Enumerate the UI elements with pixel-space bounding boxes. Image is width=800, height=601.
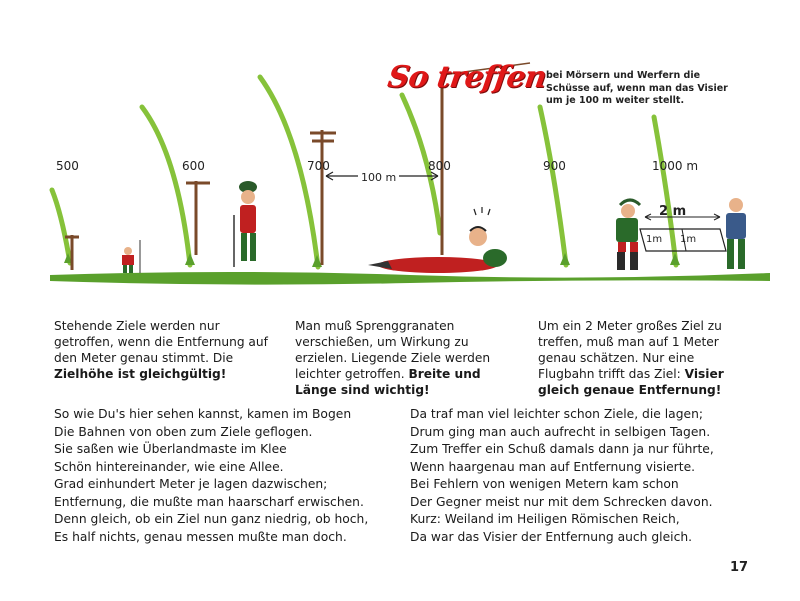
half-width-label-left: 1m: [646, 234, 663, 245]
caption-text: Um ein 2 Meter großes Ziel zu treffen, muß man auf 1 Meter genau schätzen. Nur eine Flugbahn trifft das Ziel:: [538, 319, 722, 381]
poem-line: Schön hintereinander, wie eine Allee.: [54, 459, 284, 474]
page-title: So treffen: [385, 60, 549, 95]
trajectory-900: [540, 107, 566, 265]
page-number: 17: [730, 560, 749, 575]
small-soldier-figure: [122, 240, 140, 273]
poem-line: Die Bahnen von oben zum Ziele geflogen.: [54, 424, 313, 439]
poem-right-column: [410, 406, 714, 546]
distance-label-500: 500: [56, 159, 79, 173]
poem-line: Denn gleich, ob ein Ziel nun ganz niedrig, ob hoch,: [54, 512, 369, 526]
caption-target-size: [538, 318, 753, 398]
poem-line: Kurz: Weiland im Heiligen Römischen Reich,: [410, 512, 680, 526]
trajectory-600: [142, 107, 190, 265]
caption-emphasis: Breite und Länge sind wichtig!: [295, 367, 481, 397]
trajectory-500: [52, 190, 70, 263]
caption-text: Stehende Ziele werden nur getroffen, wenn die Entfernung auf den Meter genau stimmt. Die: [54, 319, 268, 365]
poem-line: So wie Du's hier sehen kannst, kamen im Bogen: [54, 407, 352, 421]
ground-grass: [50, 272, 770, 285]
poem-line: Da traf man viel leichter schon Ziele, die lagen;: [410, 407, 704, 421]
caption-standing-targets: [54, 318, 274, 382]
poem-line: Bei Fehlern von wenigen Metern kam schon: [410, 477, 679, 491]
poem-line: Es half nichts, genau messen mußte man doch.: [54, 529, 347, 544]
caption-emphasis: Visier gleich genaue Entfernung!: [538, 367, 724, 397]
caption-lying-targets: [295, 318, 507, 398]
poem-line: Grad einhundert Meter je lagen dazwischen;: [54, 477, 328, 491]
caption-text: Man muß Sprenggranaten verschießen, um Wirkung zu erzielen. Liegende Ziele werden leichter getroffen.: [295, 319, 491, 381]
poem-line: Sie saßen wie Überlandmaste im Klee: [54, 442, 287, 456]
poem-line: Drum ging man auch aufrecht in selbigen Tagen.: [410, 424, 711, 439]
poem-left-column: [54, 406, 368, 546]
lying-soldier-figure: [368, 227, 507, 273]
surprise-marks: [474, 207, 490, 215]
caption-emphasis: Zielhöhe ist gleichgültig!: [54, 367, 227, 381]
poem-line: Zum Treffer ein Schuß damals dann ja nur führte,: [410, 442, 714, 456]
half-width-label-right: 1m: [680, 234, 697, 245]
distance-label-900: 900: [543, 159, 566, 173]
standing-soldier-figure: [234, 181, 257, 267]
distance-label-800: 800: [428, 159, 451, 173]
poem-line: Wenn haargenau man auf Entfernung visierte.: [410, 459, 696, 474]
poem-line: Der Gegner meist nur mit dem Schrecken davon.: [410, 494, 713, 509]
distance-label-1000: 1000 m: [652, 159, 699, 173]
range-label: 100 m: [358, 171, 399, 184]
target-width-label: 2 m: [659, 204, 687, 219]
distance-label-700: 700: [307, 159, 330, 173]
distance-label-600: 600: [182, 159, 205, 173]
page-subtitle: bei Mörsern und Werfern die Schüsse auf, wenn man das Visier um je 100 m weiter stellt.: [546, 70, 728, 106]
poem-line: Da war das Visier der Entfernung auch gleich.: [410, 529, 693, 544]
poem-line: Entfernung, die mußte man haarscharf erwischen.: [54, 494, 364, 509]
